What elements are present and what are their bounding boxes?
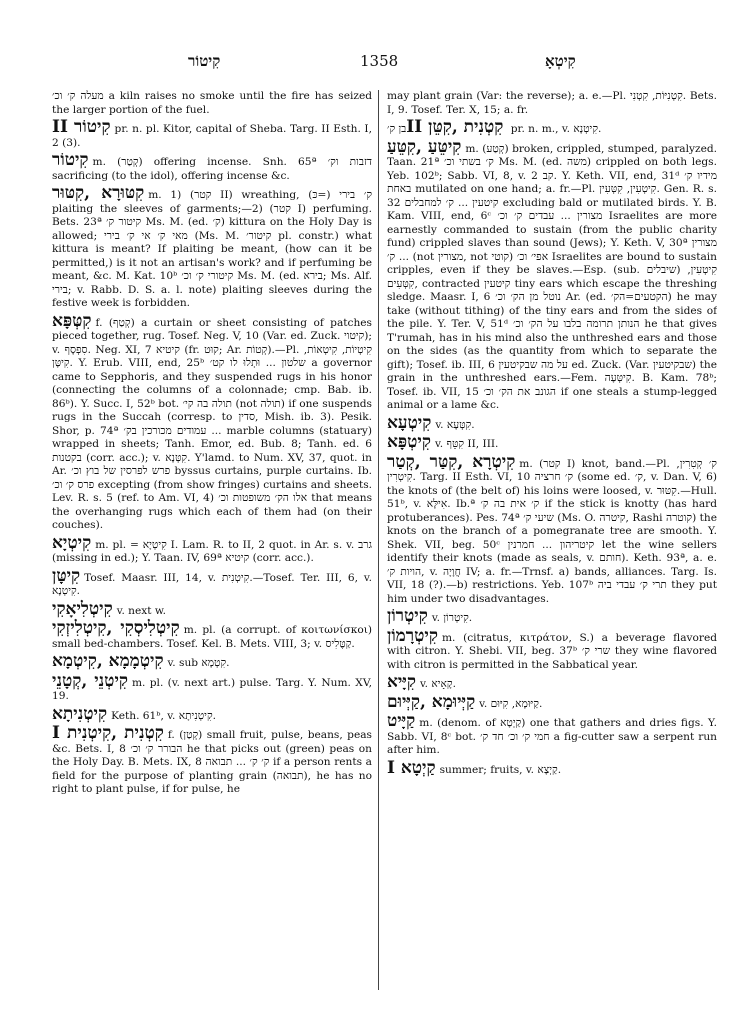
entry-headword: קִיטְרָמוֹן xyxy=(387,625,438,646)
header-right-guide-word: קִיטְאָ xyxy=(545,52,576,70)
dictionary-entry xyxy=(387,90,717,117)
entry-definition: v. sub קִטְמָא. xyxy=(167,657,230,669)
entry-definition: summer; fruits, v. קַיְצָא. xyxy=(439,763,562,776)
entry-headword: קַיָּיט xyxy=(387,711,416,731)
entry-definition: m. pl. (v. next art.) pulse. Targ. Y. Num. XV, 19. xyxy=(52,676,372,702)
page-number: 1358 xyxy=(360,52,399,70)
dictionary-entry xyxy=(387,625,717,673)
dictionary-entry xyxy=(387,691,717,712)
entry-definition: m. (קטר I) knot, band.—Pl. ק׳ קְטִרִין, קִיטְרִין. Targ. II Esth. VI, 10 ק׳ חרציה (some ed. ק׳, v. Dan. V, 6) the knots of (the belt of) his loins were loosed, v. קִטּוּר.—Hull. 51ᵇ, v. אִילָּא. Ib.ª ק׳ אית בה ק׳ if the stick is knotty (has hard protuberances). Pes. 74ª שיעי ק׳ (Ms. O. קיטרה, Rashi קוטרה) the knots on the branch of a pomegranate tree are smooth. Y. Shek. VII, beg. 50ᶜ קיטריהון ... חמרנין let the wine sellers identify their knots (made as seals, v. חותם). Keth. 93ª, a. e. הויות ק׳, v. חֲוָיָה IV; a. fr.—Trnsf. a) bands, alliances. Targ. Is. VII, 18 (?).—b) restrictions. Yeb. 107ᵇ תרי ק׳ עבדי ביה they put him under two disadvantages. xyxy=(387,457,717,605)
left-column xyxy=(52,90,372,1010)
dictionary-entry xyxy=(52,310,372,533)
entry-headword: קִיטֵּעַ ,קִטֵּעַ xyxy=(387,136,462,157)
entry-definition: m. pl. (a corrupt. of κοιτωνίσκοι) small bed-chambers. Tosef. Kel. B. Mets. VIII, 3; v. קַטֶּלִיס. xyxy=(52,624,372,650)
dictionary-entry xyxy=(52,723,372,797)
entry-headword: קִיטְנֵי ,קְטָנֵי xyxy=(52,670,128,691)
dictionary-entry xyxy=(52,117,372,150)
entry-headword: קִיטְפָּא xyxy=(387,432,431,452)
dictionary-entry xyxy=(52,565,372,599)
entry-headword: קִיטְלִיאָקִי xyxy=(52,598,113,619)
entry-definition: v. קִיטְרוֹן. xyxy=(431,612,473,624)
entry-definition: m. (קְטַע) broken, crippled, stumped, paralyzed. Taan. 21ª ק׳ בשתי וכ׳ Ms. M. (ed. משה) crippled on both legs. Yeb. 102ᵇ; Sabb. VI, 8, v. קב 2. Y. Keth. VII, end, 31ᵈ מידיו ק׳ באחת mutilated on one hand; a. fr.—Pl. קִיטְעִין, קִטְּעִין. Gen. R. s. 32 קיטעין ... ק׳ למחבלים excluding bald or mutilated birds. Y. B. Kam. VIII, end, 6ᶜ מצורין ... עבדים ק׳ וכ׳ Israelites are more earnestly commanded to sustain (from the public charity fund) crippled slaves than sound (Jews); Y. Keth. V, 30ª מצורין ק׳ ... (not מצורין, not קוטי) אפי׳ וכ׳ Israelites are bound to sustain cripples, even if they be slaves.—Esp. (sub. שיבלים) קִיטְעִין, קִטְּעִים, contracted קיטעין tiny ears which escape the threshing sledge. Maasr. I, 6 נוטל מן הק׳ וכ׳ Ar. (ed. הקטעים=הק׳) he may take (without tithing) of the tiny ears and from the sides of the pile. Y. Ter. V, 51ᵈ הנותן תרומה בלבו על הק׳ וכ׳ he that gives T'rumah, has in his mind also the unthreshed ears and those on the sides (as the quantity from which to separate the gift); Tosef. ib. III, 6 על מה שבקיטעין ed. Zuck. (Var. שבקיטעין) the grain in the unthreshed ears.—Fem. קִיטְּעָה. B. Kam. 78ᵇ; Tosef. ib. VII, 15 הגונב את הק׳ וכ׳ if one steals a stump-legged animal or a lame &c. xyxy=(387,142,717,411)
entry-headword: קִטְּפָּא xyxy=(52,310,92,331)
entry-headword: קִיָּיא xyxy=(387,672,416,692)
entry-definition: m. pl. = קִיטְיָא I. Lam. R. to II, 2 quot. in Ar. s. v. גרב (missing in ed.); Y. Taan. IV, 69ª קיטיא (corr. acc.). xyxy=(52,538,372,564)
entry-headword: קַיְּיוּמָא ,קַיְּיוּם xyxy=(387,691,476,712)
entry-definition: m. 1) (קטר II) wreathing, ק׳ בירי (=כּ) plaiting the sleeves of garments;—2) (קטר I) perfuming. Bets. 23ª קיטור ק׳ Ms. M. (ed. ק׳) kittura on the Holy Day is allowed; מאי ק׳ אי ק׳ בירי (Ms. M. קיטור׳ pl. constr.) what kittura is meant? If plaiting be meant, (how can it be permitted,) is it not an artisan's work? and if perfuming be meant, &c. M. Kat. 10ᵇ קיטורי ק׳ וכ׳ Ms. M. (ed. בירא; Ms. Alf. בירי; v. Rabb. D. S. a. l. note) plaiting sleeves during the festive week is forbidden. xyxy=(52,189,372,309)
entry-headword: קִיטְרָא ,קִטַּר ,קְטַר xyxy=(387,451,516,472)
dictionary-entry xyxy=(387,432,717,452)
entry-definition: m. (קְטַר) offering incense. Snh. 65ª דזבות וק׳ sacrificing (to the idol), offering incense &c. xyxy=(52,156,372,182)
entry-definition: v. next w. xyxy=(116,604,167,617)
entry-headword: קִטּוּרָא ,קִטּוּר xyxy=(52,183,145,203)
dictionary-entry xyxy=(387,757,717,778)
entry-definition: בן ק׳ pr. n. m., v. קִיטְנָא. xyxy=(387,123,602,135)
dictionary-entry xyxy=(52,532,372,566)
dictionary-entry xyxy=(52,670,372,704)
dictionary-entry xyxy=(52,618,372,651)
entry-headword: קִיטָּן xyxy=(52,565,81,586)
entry-headword: קִיטְמָמָא ,קִיטְמָא xyxy=(52,651,164,671)
entry-definition: v. קַיּוּמָא, קִיּוּם. xyxy=(479,697,543,710)
running-header xyxy=(0,52,750,76)
dictionary-entry xyxy=(52,651,372,671)
dictionary-entry xyxy=(387,136,717,413)
entry-headword: קִיטְעָא xyxy=(387,412,432,433)
entry-definition: m. (denom. of קַיְטָא) one that gathers and dries figs. Y. Sabb. VI, 8ᶜ bot. חמי ק׳ וכ׳ חד ק׳ a fig-cutter saw a serpent run after him. xyxy=(387,717,717,756)
entry-definition: f. (קְטַן) small fruit, pulse, beans, peas &c. Bets. I, 8 הבורר ק׳ וכ׳ he that picks out (green) peas on the Holy Day. B. Mets. IX, 8 ק׳ ק׳ ... תבואה if a person rents a field for the purpose of planting grain (תבואה), he has no right to plant pulse, if for pulse, he xyxy=(52,729,372,795)
dictionary-entry xyxy=(52,90,372,117)
dictionary-entry xyxy=(52,598,372,619)
entry-definition: Keth. 61ᵇ, v. קִיטְנִיתָא. xyxy=(111,709,216,722)
right-column xyxy=(387,90,717,1010)
dictionary-entry xyxy=(387,412,717,433)
entry-headword: קִיטוֹר II xyxy=(52,117,111,137)
entry-headword: קִיטְנִיתָא xyxy=(52,703,108,724)
entry-headword: קִטְנִית ,קִיטְנִית I xyxy=(52,723,164,743)
entry-headword: קִטְנִית ,קִטֵּן II xyxy=(406,117,504,137)
entry-headword: קִיטְלִיסְקִי ,קִיטְלִיזְקִי xyxy=(52,618,180,638)
entry-definition: מעלה ק׳ וכ׳ a kiln raises no smoke until the fire has seized the larger portion of the fuel. xyxy=(52,90,372,116)
entry-definition: may plant grain (Var: the reverse); a. e.—Pl. קִטְנִיּוֹת, קִטְנִי. Bets. I, 9. Tosef. Ter. X, 15; a. fr. xyxy=(387,90,717,116)
column-divider xyxy=(378,90,379,990)
entry-definition: m. (citratus, κιτράτον, S.) a beverage flavored with citron. Y. Shebi. VII, beg. 37ᵇ שרי ק׳ they wine flavored with citron is permitted in the Sabbatical year. xyxy=(387,631,717,671)
entry-definition: f. (קְטַף) a curtain or sheet consisting of patches pieced together, rug. Tosef. Neg. V, 10 (Var. ed. Zuck. קיטוי); v. סִפְסָף. Neg. XI, 7 קיטיא (fr. קוּט; Ar. קְטוֹת).—Pl. קִיטְיוֹת, קִיטְאוֹת, קִיטָּן. Y. Erub. VIII, end, 25ᵇ שלטון ... וּתְלוּ לו קט׳ a governor came to Sepphoris, and they suspended rugs in his honor (connecting the columns of a colonnade; cmp. Bab. ib. 86ᵇ). Y. Succ. I, 52ᵇ bot. תולה בה קי׳ (not תולה) if one suspends rugs in the Succah (corresp. to סדין, Mish. ib. 3). Pesik. Shor, p. 74ª עמודים מכורכין בק׳ ... marble columns (statuary) wrapped in sheets; Tanh. Emor, ed. Bub. 8; Tanh. ed. 6 בקטנות (corr. acc.); v. קִטְּנָא. Y'lamd. to Num. XV, 37, quot. in Ar. פרש לפרסין של בוץ וכ׳ byssus curtains, purple curtains. Ib. פרס ק׳ וכ׳ excepting (from show fringes) curtains and sheets. Lev. R. s. 5 (ref. to Am. VI, 4) אלו הק׳ משופטות וכ׳ that means the overhanging rugs which each of them had (on their couches). xyxy=(52,316,372,531)
header-left-guide-word: קִיטוֹר xyxy=(188,52,221,70)
entry-headword: קִיטְרוֹן xyxy=(387,606,428,626)
entry-definition: Tosef. Maasr. III, 14, v. קִיטְנִית.—Tosef. Ter. III, 6, v. קִיטְנָא. xyxy=(52,571,372,597)
dictionary-entry xyxy=(52,703,372,724)
entry-headword: קַיְטָא I xyxy=(387,757,436,778)
entry-headword: קִיטְיָא xyxy=(52,532,92,553)
dictionary-entry xyxy=(387,117,717,137)
dictionary-entry xyxy=(387,606,717,626)
dictionary-entry xyxy=(52,150,372,183)
dictionary-entry xyxy=(387,451,717,607)
dictionary-entry xyxy=(52,183,372,311)
dictionary-entry xyxy=(387,672,717,692)
entry-definition: v. קָאָיא. xyxy=(419,678,456,690)
dictionary-entry xyxy=(387,711,717,758)
entry-definition: v. קִטֵּף II, III. xyxy=(435,438,499,450)
entry-definition: pr. n. pl. Kitor, capital of Sheba. Targ. II Esth. I, 2 (3). xyxy=(52,123,372,149)
entry-definition: v. קִטְּעָא. xyxy=(435,418,475,431)
entry-headword: קִיטוֹר xyxy=(52,150,89,170)
